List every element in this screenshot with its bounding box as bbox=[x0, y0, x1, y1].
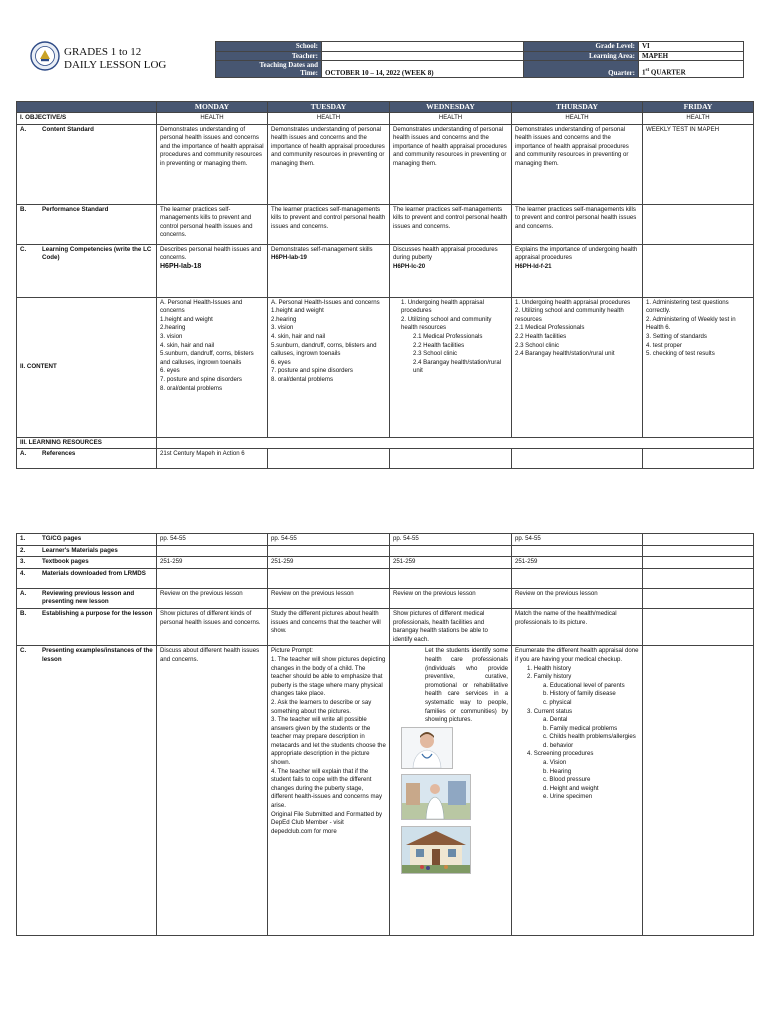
cell-mon bbox=[157, 568, 268, 588]
content-line: 2.3 School clinic bbox=[413, 350, 458, 358]
cell-fri bbox=[643, 534, 754, 546]
area-label: Learning Area: bbox=[524, 51, 639, 61]
prompt-line: 3. The teacher will write all possible answers given by the students or the teacher may prepare description in metacards and let the students choose the appropriate description in the picture shown. bbox=[271, 716, 386, 767]
cell-mon: Review on the previous lesson bbox=[157, 588, 268, 608]
cell-content-standard-tue: Demonstrates understanding of personal health issues and concerns and the importance of health appraisal procedures and community resources in preventing or managing them. bbox=[268, 124, 390, 204]
area-value: MAPEH bbox=[639, 51, 744, 61]
cell-competency-wed bbox=[390, 244, 512, 297]
cell-mon: 251-259 bbox=[157, 557, 268, 569]
cell-competency-thu bbox=[512, 244, 643, 297]
performance-standard-row bbox=[17, 204, 754, 244]
content-line: 3. vision bbox=[271, 324, 294, 332]
prompt-line: Original File Submitted and Formatted by DepEd Club Member - visit depedclub.com for more bbox=[271, 810, 383, 835]
content-line: 1.height and weight bbox=[160, 315, 213, 323]
lesson-log-table-upper bbox=[16, 101, 754, 469]
day-tuesday: TUESDAY bbox=[268, 102, 390, 113]
row-label-presenting bbox=[17, 646, 157, 936]
dates-label bbox=[216, 61, 322, 78]
content-line: 2.1 Medical Professionals bbox=[413, 332, 483, 340]
row-key: C. bbox=[20, 647, 27, 655]
content-line: 8. oral/dental problems bbox=[160, 384, 222, 392]
resource-row bbox=[17, 557, 754, 569]
appraisal-item: b. Hearing bbox=[543, 767, 572, 775]
content-line: 6. eyes bbox=[271, 358, 291, 366]
content-line: A. Personal Health-Issues and concerns bbox=[271, 298, 380, 306]
row-key: A. bbox=[20, 589, 27, 597]
cell-wed: Show pictures of different medical professionals, health facilities and barangay health stations be able to identify each. bbox=[390, 608, 512, 645]
competency-text: Describes personal health issues and concerns. bbox=[160, 245, 262, 262]
content-line: 7. posture and spine disorders bbox=[160, 375, 242, 383]
quarter-number: 1 bbox=[642, 68, 646, 77]
section-resources: III. LEARNING RESOURCES bbox=[17, 437, 157, 449]
content-row bbox=[17, 297, 754, 437]
content-line: 2. Utilizing school and community health resources bbox=[401, 315, 492, 332]
school-value bbox=[322, 42, 524, 52]
cell-competency-fri bbox=[643, 244, 754, 297]
content-line: 1. Administering test questions correctly. bbox=[646, 298, 729, 315]
cell-competency-tue bbox=[268, 244, 390, 297]
row-label-text: Textbook pages bbox=[42, 558, 89, 566]
cell-content-standard-fri: WEEKLY TEST IN MAPEH bbox=[643, 124, 754, 204]
dates-value: OCTOBER 10 – 14, 2022 (WEEK 8) bbox=[322, 61, 524, 78]
content-line: 3. vision bbox=[160, 332, 183, 340]
cell-presenting-tue bbox=[268, 646, 390, 936]
cell-tue: 251-259 bbox=[268, 557, 390, 569]
presenting-text: Let the students identify some health care professionals (individuals who provide preventive, curative, promotional or rehabilitative health care services in a systematic way to people, families or communities) by showing pictures. bbox=[425, 647, 508, 724]
cell-references-fri bbox=[643, 449, 754, 469]
health-appraisal-list bbox=[515, 665, 639, 803]
row-label bbox=[17, 545, 157, 557]
school-label: School: bbox=[216, 42, 322, 52]
resources-spacer bbox=[157, 437, 754, 449]
corner-cell bbox=[17, 102, 157, 113]
appraisal-item: a. Dental bbox=[543, 716, 568, 724]
appraisal-item: 3. Current status bbox=[527, 707, 573, 715]
appraisal-item: 2. Family history bbox=[527, 673, 572, 681]
cell-thu: Review on the previous lesson bbox=[512, 588, 643, 608]
day-header-row bbox=[17, 102, 754, 113]
cell-fri bbox=[643, 557, 754, 569]
appraisal-item: c. Childs health problems/allergies bbox=[543, 733, 636, 741]
dates-label-line2: Time: bbox=[300, 69, 318, 78]
cell-wed: 251-259 bbox=[390, 557, 512, 569]
subject-fri: HEALTH bbox=[643, 113, 754, 125]
day-friday: FRIDAY bbox=[643, 102, 754, 113]
content-line: 2.2 Health facilities bbox=[515, 332, 567, 340]
cell-tue bbox=[268, 545, 390, 557]
dates-label-line1: Teaching Dates and bbox=[259, 61, 318, 70]
row-label-text: Materials downloaded from LRMDS bbox=[42, 569, 146, 577]
appraisal-item: d. behavior bbox=[543, 741, 574, 749]
resource-row bbox=[17, 545, 754, 557]
appraisal-item: c. physical bbox=[543, 698, 572, 706]
content-line: 2.2 Health facilities bbox=[413, 341, 465, 349]
row-label: Learning Competencies (write the LC Code) bbox=[42, 245, 152, 262]
cell-content-fri bbox=[643, 297, 754, 437]
row-label: References bbox=[42, 450, 76, 458]
cell-performance-tue: The learner practices self-managements kills to prevent and control personal health issues and concerns. bbox=[268, 204, 390, 244]
cell-fri bbox=[643, 588, 754, 608]
row-label: Presenting examples/instances of the lesson bbox=[42, 647, 153, 663]
row-key: C. bbox=[20, 245, 27, 253]
competencies-row bbox=[17, 244, 754, 297]
cell-content-standard-wed: Demonstrates understanding of personal health issues and concerns and the importance of health appraisal procedures and community resources in preventing or managing them. bbox=[390, 124, 512, 204]
resource-row bbox=[17, 588, 754, 608]
resource-row bbox=[17, 608, 754, 645]
cell-references-thu bbox=[512, 449, 643, 469]
cell-mon bbox=[157, 545, 268, 557]
cell-performance-mon: The learner practices self-managements kills to prevent and control personal health issues and concerns. bbox=[157, 204, 268, 244]
title-line-2: DAILY LESSON LOG bbox=[64, 59, 167, 71]
row-key: B. bbox=[20, 205, 27, 213]
title-line-1: GRADES 1 to 12 bbox=[64, 46, 142, 58]
appraisal-item: a. Educational level of parents bbox=[543, 681, 625, 689]
content-line: 4. skin, hair and nail bbox=[271, 332, 326, 340]
cell-thu: 251-259 bbox=[512, 557, 643, 569]
cell-presenting-mon: Discuss about different health issues and concerns. bbox=[157, 646, 268, 936]
row-label-text: Establishing a purpose for the lesson bbox=[42, 609, 153, 617]
cell-presenting-wed bbox=[390, 646, 512, 936]
row-key: 4. bbox=[20, 569, 26, 577]
cell-content-thu bbox=[512, 297, 643, 437]
cell-content-wed bbox=[390, 297, 512, 437]
teacher-value bbox=[322, 51, 524, 61]
cell-references-tue bbox=[268, 449, 390, 469]
cell-tue: pp. 54-55 bbox=[268, 534, 390, 546]
references-row bbox=[17, 449, 754, 469]
row-key: A. bbox=[20, 125, 27, 133]
cell-tue: Review on the previous lesson bbox=[268, 588, 390, 608]
row-label-content-standard bbox=[17, 124, 157, 204]
cell-content-standard-mon: Demonstrates understanding of personal health issues and concerns and the importance of health appraisal procedures and community resources in preventing or managing them. bbox=[157, 124, 268, 204]
row-label-references bbox=[17, 449, 157, 469]
appraisal-item: d. Height and weight bbox=[543, 784, 599, 792]
cell-tue bbox=[268, 568, 390, 588]
presenting-row bbox=[17, 646, 754, 936]
cell-performance-thu: The learner practices self-managements kills to prevent and control personal health issues and concerns. bbox=[512, 204, 643, 244]
quarter-value bbox=[639, 61, 744, 78]
cell-fri bbox=[643, 545, 754, 557]
content-line: 2. Utilizing school and community health resources bbox=[515, 307, 624, 323]
row-key: 2. bbox=[20, 546, 26, 554]
cell-thu bbox=[512, 545, 643, 557]
content-line: 2.4 Barangay health/station/rural unit bbox=[515, 350, 615, 358]
cell-wed bbox=[390, 568, 512, 588]
appraisal-item: a. Vision bbox=[543, 759, 567, 767]
row-key: A. bbox=[20, 450, 27, 458]
quarter-label: Quarter: bbox=[524, 61, 639, 78]
content-line: 5.sunburn, dandruff, corns, blisters and calluses, ingrown toenails bbox=[160, 350, 254, 366]
lc-code: H6PH-Ic-20 bbox=[393, 262, 426, 270]
row-label bbox=[17, 608, 157, 645]
page-title bbox=[64, 46, 166, 72]
content-standard-row bbox=[17, 124, 754, 204]
prompt-line: 2. Ask the learners to describe or say something about the pictures. bbox=[271, 698, 372, 715]
cell-wed: Review on the previous lesson bbox=[390, 588, 512, 608]
health-facility-photo bbox=[401, 774, 471, 820]
cell-presenting-fri bbox=[643, 646, 754, 936]
content-line: 1. Undergoing health appraisal procedures bbox=[515, 298, 631, 306]
content-line: 2.1 Medical Professionals bbox=[515, 324, 585, 332]
appraisal-item: 1. Health history bbox=[527, 664, 572, 672]
row-label bbox=[17, 588, 157, 608]
appraisal-item: c. Blood pressure bbox=[543, 776, 591, 784]
day-thursday: THURSDAY bbox=[512, 102, 643, 113]
resource-row bbox=[17, 568, 754, 588]
presenting-intro: Enumerate the different health appraisal done if you are having your medical checkup. bbox=[515, 647, 639, 663]
cell-content-mon bbox=[157, 297, 268, 437]
quarter-ordinal: st bbox=[645, 68, 650, 74]
teacher-label: Teacher: bbox=[216, 51, 322, 61]
cell-references-mon: 21st Century Mapeh in Action 6 bbox=[157, 449, 268, 469]
section-content: II. CONTENT bbox=[17, 297, 157, 437]
cell-thu: pp. 54-55 bbox=[512, 534, 643, 546]
resource-row bbox=[17, 534, 754, 546]
row-label-text: Reviewing previous lesson and presenting new lesson bbox=[42, 589, 135, 606]
barangay-health-station-photo bbox=[401, 826, 471, 874]
deped-seal bbox=[30, 41, 60, 71]
subject-thu: HEALTH bbox=[512, 113, 643, 125]
appraisal-item: 4. Screening procedures bbox=[527, 750, 594, 758]
content-line: 4. test proper bbox=[646, 341, 682, 349]
subject-mon: HEALTH bbox=[157, 113, 268, 125]
row-label: Content Standard bbox=[42, 125, 94, 133]
row-key: B. bbox=[20, 609, 27, 617]
row-label-text: Learner's Materials pages bbox=[42, 546, 118, 554]
appraisal-item: b. Family medical problems bbox=[543, 724, 618, 732]
quarter-text: QUARTER bbox=[649, 68, 686, 77]
cell-fri bbox=[643, 608, 754, 645]
cell-presenting-thu bbox=[512, 646, 643, 936]
day-wednesday: WEDNESDAY bbox=[390, 102, 512, 113]
cell-performance-wed: The learner practices self-managements kills to prevent and control personal health issues and concerns. bbox=[390, 204, 512, 244]
row-key: 3. bbox=[20, 558, 26, 566]
content-line: 2.3 School clinic bbox=[515, 341, 560, 349]
cell-tue: Study the different pictures about health issues and concerns that the teacher will show. bbox=[268, 608, 390, 645]
row-label-text: TG/CG pages bbox=[42, 535, 82, 542]
grade-value: VI bbox=[639, 42, 744, 52]
row-label bbox=[17, 534, 157, 546]
cell-wed bbox=[390, 545, 512, 557]
row-label: Performance Standard bbox=[42, 205, 109, 213]
row-label bbox=[17, 557, 157, 569]
content-line: 5.sunburn, dandruff, corns, blisters and calluses, ingrown toenails bbox=[271, 341, 377, 358]
content-line: 2.4 Barangay health/station/rural unit bbox=[413, 358, 502, 375]
content-line: 7. posture and spine disorders bbox=[271, 367, 353, 375]
content-line: 4. skin, hair and nail bbox=[160, 341, 215, 349]
content-line: 2.hearing bbox=[160, 324, 186, 332]
content-line: A. Personal Health-Issues and concerns bbox=[160, 298, 243, 315]
row-key: 1. bbox=[20, 535, 26, 542]
prompt-line: 4. The teacher will explain that if the student fails to cope with the different changes during the puberty stage, different health-issues and concerns may arise. bbox=[271, 767, 382, 810]
cell-references-wed bbox=[390, 449, 512, 469]
subject-tue: HEALTH bbox=[268, 113, 390, 125]
section-objectives: I. OBJECTIVE/S bbox=[17, 113, 157, 125]
appraisal-item: b. History of family disease bbox=[543, 690, 616, 698]
subject-wed: HEALTH bbox=[390, 113, 512, 125]
lesson-log-table-lower bbox=[16, 533, 754, 936]
row-label bbox=[17, 568, 157, 588]
cell-content-tue bbox=[268, 297, 390, 437]
cell-thu: Match the name of the health/medical professionals to its picture. bbox=[512, 608, 643, 645]
grade-label: Grade Level: bbox=[524, 42, 639, 52]
content-line: 8. oral/dental problems bbox=[271, 375, 333, 383]
resources-section-row bbox=[17, 437, 754, 449]
doctor-photo bbox=[401, 727, 453, 769]
cell-competency-mon bbox=[157, 244, 268, 297]
cell-fri bbox=[643, 568, 754, 588]
objectives-row bbox=[17, 113, 754, 125]
content-line: 5. checking of test results bbox=[646, 350, 715, 358]
content-line: 2.hearing bbox=[271, 315, 297, 323]
day-monday: MONDAY bbox=[157, 102, 268, 113]
cell-mon: Show pictures of different kinds of personal health issues and concerns. bbox=[157, 608, 268, 645]
competency-text: Demonstrates self-management skills bbox=[271, 245, 373, 253]
cell-content-standard-thu: Demonstrates understanding of personal health issues and concerns and the importance of health appraisal procedures and community resources in preventing or managing them. bbox=[512, 124, 643, 204]
header-info-table bbox=[215, 41, 744, 78]
prompt-line: Picture Prompt: bbox=[271, 647, 313, 655]
lc-code: H6PH-Iab-18 bbox=[160, 262, 202, 270]
lc-code: H6PH-Id-f-21 bbox=[515, 262, 552, 270]
cell-mon: pp. 54-55 bbox=[157, 534, 268, 546]
content-line: 3. Setting of standards bbox=[646, 332, 707, 340]
row-label-performance-standard bbox=[17, 204, 157, 244]
lc-code: H6PH-Iab-19 bbox=[271, 254, 307, 262]
content-line: 1. Undergoing health appraisal procedures bbox=[401, 298, 485, 315]
prompt-line: 1. The teacher will show pictures depicting changes in the body of a child. The teacher should be able to emphasize that puberty is the stage where many physical changes take place. bbox=[271, 655, 386, 698]
content-line: 6. eyes bbox=[160, 367, 180, 375]
cell-wed: pp. 54-55 bbox=[390, 534, 512, 546]
appraisal-item: e. Urine specimen bbox=[543, 793, 593, 801]
competency-text: Explains the importance of undergoing health appraisal procedures bbox=[515, 245, 638, 262]
content-line: 1.height and weight bbox=[271, 307, 324, 315]
competency-text: Discusses health appraisal procedures during puberty bbox=[393, 245, 498, 262]
cell-performance-fri bbox=[643, 204, 754, 244]
cell-thu bbox=[512, 568, 643, 588]
row-label-competencies bbox=[17, 244, 157, 297]
content-line: 2. Administering of Weekly test in Health 6. bbox=[646, 315, 736, 332]
